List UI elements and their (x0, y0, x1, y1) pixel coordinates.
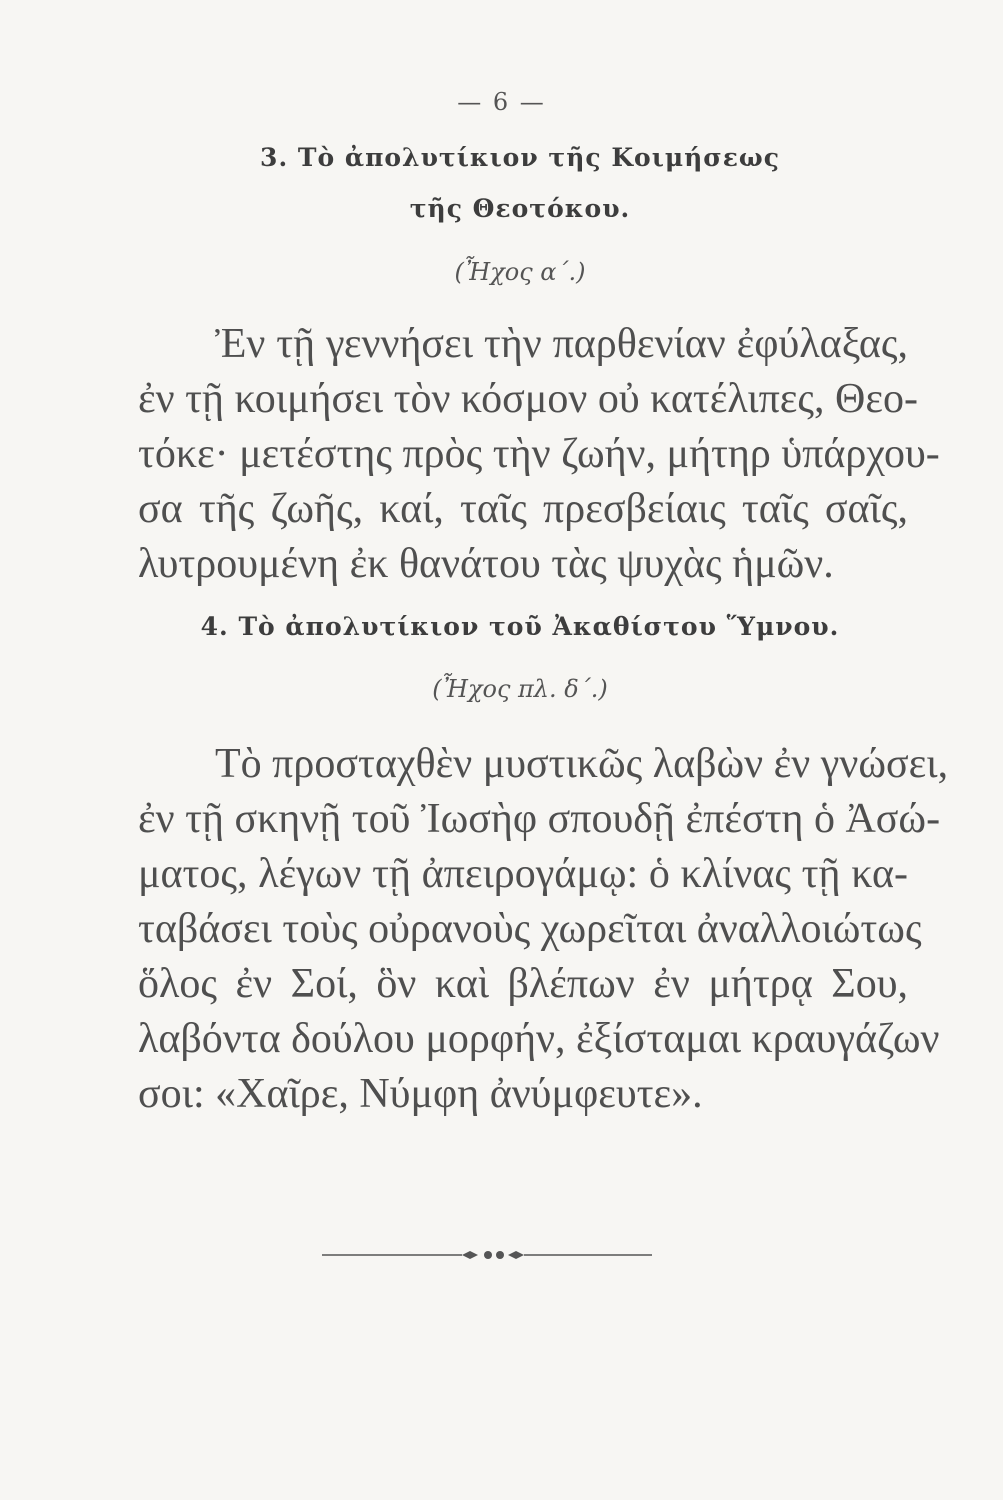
section-3-text-line: λυτρουμένη ἐκ θανάτου τὰς ψυχὰς ἡμῶν. (138, 541, 834, 587)
section-3-text-line: ἐν τῇ κοιμήσει τὸν κόσμον οὐ κατέλιπες, Θεο- (138, 376, 919, 422)
section-3-text-line: τόκε· μετέστης πρὸς τὴν ζωήν, μήτηρ ὑπάρχου- (138, 431, 940, 477)
section-4-text-line: λαβόντα δούλου μορφήν, ἐξίσταμαι κραυγάζων (138, 1016, 940, 1062)
section-3-text-line: Ἐν τῇ γεννήσει τὴν παρθενίαν ἐφύλαξας, (215, 321, 908, 367)
section-3-heading-line-1: 3. Τὸ ἀπολυτίκιον τῆς Κοιμήσεως (260, 143, 780, 172)
section-4-heading: 4. Τὸ ἀπολυτίκιον τοῦ Ἀκαθίστου Ὕμνου. (200, 612, 840, 641)
section-3-text-line: σα τῆς ζωῆς, καί, ταῖς πρεσβείαις ταῖς σαῖς, (138, 486, 908, 532)
page-number: — 6 — (457, 88, 546, 116)
section-3-tone: (Ἦχος α΄.) (454, 258, 586, 286)
section-3-heading-line-2: τῆς Θεοτόκου. (409, 194, 631, 223)
section-4-text-line: ταβάσει τοὺς οὐρανοὺς χωρεῖται ἀναλλοιώτως (138, 906, 922, 952)
section-4-text-line: Τὸ προσταχθὲν μυστικῶς λαβὼν ἐν γνώσει, (215, 741, 949, 787)
section-4-text-line: ματος, λέγων τῇ ἀπειρογάμῳ: ὁ κλίνας τῇ κα- (138, 851, 908, 897)
ornament-divider-icon (322, 1248, 652, 1262)
section-4-text-line: ἐν τῇ σκηνῇ τοῦ Ἰωσὴφ σπουδῇ ἐπέστη ὁ Ἀσώ- (138, 796, 941, 842)
section-4-tone: (Ἦχος πλ. δ΄.) (432, 675, 608, 703)
section-4-text-line: σοι: «Χαῖρε, Νύμφη ἀνύμφευτε». (138, 1071, 703, 1117)
section-4-text-line: ὅλος ἐν Σοί, ὃν καὶ βλέπων ἐν μήτρᾳ Σου, (138, 961, 908, 1007)
